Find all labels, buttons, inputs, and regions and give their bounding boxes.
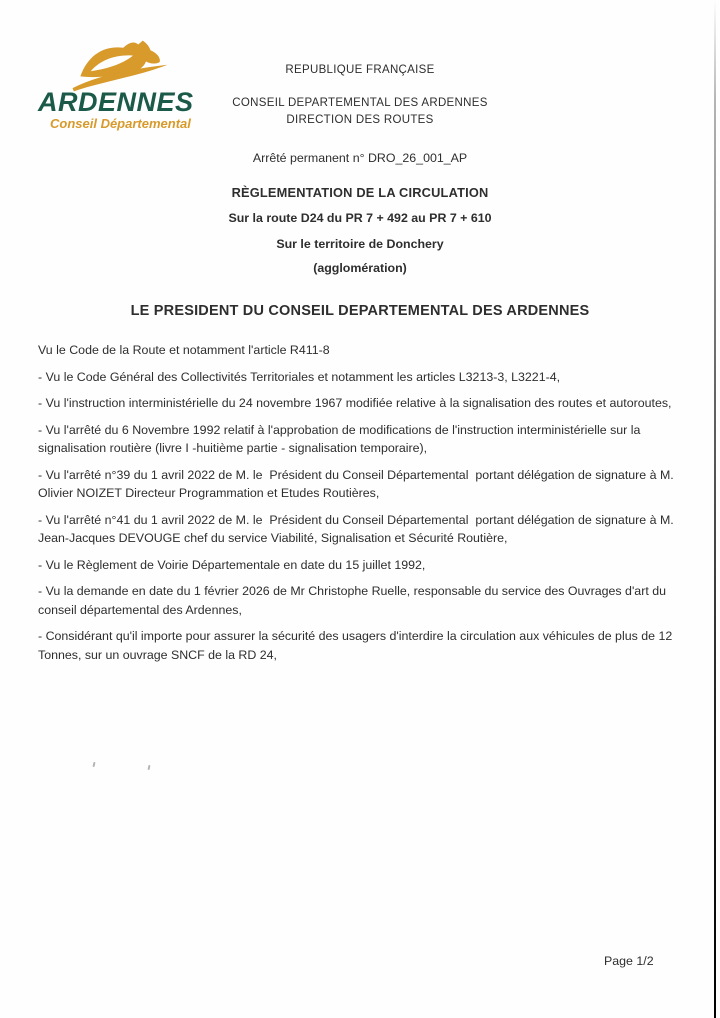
president-heading: LE PRESIDENT DU CONSEIL DEPARTEMENTAL DES ARDENNES (130, 303, 590, 319)
header-direction: DIRECTION DES ROUTES (286, 114, 434, 126)
body-paragraph: - Considérant qu'il importe pour assurer la sécurité des usagers d'interdire la circulation aux véhicules de plus de 12 Tonnes, sur un ouvrage SNCF de la RD 24, (38, 629, 676, 662)
header-conseil: CONSEIL DEPARTEMENTAL DES ARDENNES (232, 97, 488, 109)
page-number: Page 1/2 (604, 954, 654, 968)
scan-edge-artifact (714, 0, 716, 1018)
body-paragraph: - Vu le Code Général des Collectivités Territoriales et notamment les articles L3213-3, L3221-4, (38, 369, 561, 384)
body-paragraph: - Vu le Règlement de Voirie Départementale en date du 15 juillet 1992, (38, 557, 426, 572)
document-subtitle-route: Sur la route D24 du PR 7 + 492 au PR 7 + 610 (228, 211, 492, 225)
logo-subtitle: Conseil Départemental (50, 116, 191, 131)
scan-speck (148, 765, 151, 770)
document-body (38, 341, 688, 672)
document-subtitle-territory: Sur le territoire de Donchery (276, 237, 444, 251)
document-title: RÈGLEMENTATION DE LA CIRCULATION (231, 185, 489, 200)
body-paragraph: - Vu l'arrêté n°39 du 1 avril 2022 de M. le Président du Conseil Départemental portant délégation de signature à M. Olivier NOIZET Directeur Programmation et Etudes Routières, (38, 467, 678, 500)
body-paragraph: - Vu l'instruction interministérielle du 24 novembre 1967 modifiée relative à la signalisation des routes et autoroutes, (38, 396, 672, 410)
body-paragraph: Vu le Code de la Route et notamment l'article R411-8 (38, 343, 330, 357)
arrete-number: Arrêté permanent n° DRO_26_001_AP (252, 151, 468, 165)
scan-speck (93, 762, 96, 767)
body-paragraph: - Vu la demande en date du 1 février 2026 de Mr Christophe Ruelle, responsable du service des Ouvrages d'art du conseil départemental des Ardennes, (38, 584, 670, 617)
header-republique: REPUBLIQUE FRANÇAISE (285, 64, 435, 76)
body-paragraph: - Vu l'arrêté du 6 Novembre 1992 relatif à l'approbation de modifications de l'instruction interministérielle sur la signalisation routière (livre I -huitième partie - signalisation temporaire), (38, 422, 644, 455)
document-subtitle-agglomeration: (agglomération) (313, 261, 407, 275)
logo-title: ARDENNES (38, 87, 194, 117)
body-paragraph: - Vu l'arrêté n°41 du 1 avril 2022 de M. le Président du Conseil Départemental portant délégation de signature à M. Jean-Jacques DEVOUGE chef du service Viabilité, Signalisation et Sécurité Routière, (38, 512, 678, 545)
